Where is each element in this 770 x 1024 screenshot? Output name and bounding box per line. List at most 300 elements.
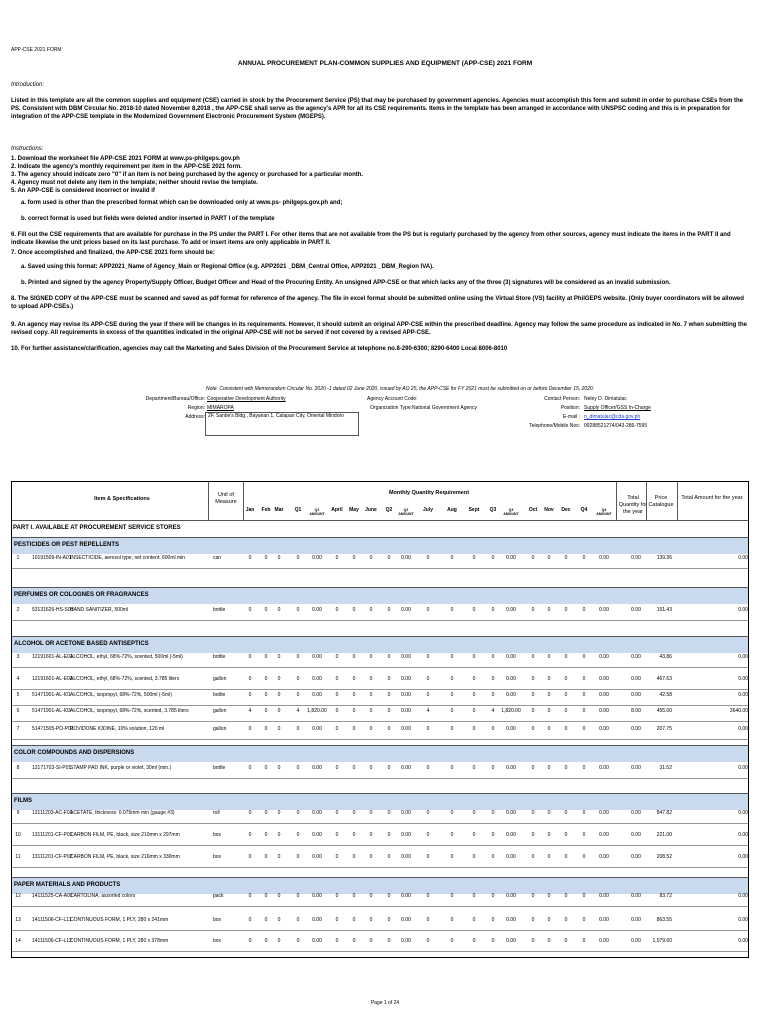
quantity-cell[interactable]: 0: [248, 854, 252, 860]
quantity-cell[interactable]: 0: [582, 765, 586, 771]
quantity-cell[interactable]: 0.00: [401, 607, 411, 613]
quantity-cell[interactable]: 0: [352, 708, 356, 714]
quantity-cell[interactable]: 0: [472, 917, 476, 923]
quantity-cell[interactable]: 0.00: [312, 917, 322, 923]
quantity-cell[interactable]: 0: [564, 765, 568, 771]
quantity-cell[interactable]: 0: [426, 810, 430, 816]
quantity-cell[interactable]: 0: [472, 726, 476, 732]
quantity-cell[interactable]: 0: [472, 607, 476, 613]
quantity-cell[interactable]: 0: [264, 854, 268, 860]
quantity-cell[interactable]: 1,820.00: [307, 708, 327, 714]
quantity-cell[interactable]: 0: [531, 555, 535, 561]
quantity-cell[interactable]: 0: [472, 854, 476, 860]
quantity-cell[interactable]: 0: [531, 676, 535, 682]
quantity-cell[interactable]: 0: [491, 726, 495, 732]
quantity-cell[interactable]: 0: [450, 708, 454, 714]
quantity-cell[interactable]: 0: [369, 854, 373, 860]
quantity-cell[interactable]: 0: [564, 938, 568, 944]
quantity-cell[interactable]: 0: [426, 726, 430, 732]
quantity-cell[interactable]: 0: [335, 607, 339, 613]
quantity-cell[interactable]: 0.00: [599, 832, 609, 838]
quantity-cell[interactable]: 0: [352, 692, 356, 698]
quantity-cell[interactable]: 0: [264, 810, 268, 816]
quantity-cell[interactable]: 0: [248, 555, 252, 561]
quantity-cell[interactable]: 0: [248, 607, 252, 613]
quantity-cell[interactable]: 0: [335, 654, 339, 660]
quantity-cell[interactable]: 0: [450, 917, 454, 923]
quantity-cell[interactable]: 0: [248, 832, 252, 838]
quantity-cell[interactable]: 0: [387, 654, 391, 660]
quantity-cell[interactable]: 0: [352, 654, 356, 660]
quantity-cell[interactable]: 0: [248, 765, 252, 771]
quantity-cell[interactable]: 0: [472, 765, 476, 771]
quantity-cell[interactable]: 0: [582, 938, 586, 944]
quantity-cell[interactable]: 0: [582, 726, 586, 732]
quantity-cell[interactable]: 0: [564, 917, 568, 923]
quantity-cell[interactable]: 0.00: [401, 810, 411, 816]
unit-of-measure: pack: [213, 893, 224, 899]
quantity-cell[interactable]: 0: [547, 676, 551, 682]
quantity-cell[interactable]: 0: [472, 708, 476, 714]
quantity-cell[interactable]: 0: [450, 676, 454, 682]
quantity-cell[interactable]: 0: [491, 832, 495, 838]
quantity-cell[interactable]: 0: [491, 893, 495, 899]
quantity-cell[interactable]: 0: [472, 832, 476, 838]
quantity-cell[interactable]: 0: [582, 555, 586, 561]
quantity-cell[interactable]: 0: [264, 708, 268, 714]
quantity-cell[interactable]: 0: [387, 765, 391, 771]
quantity-cell[interactable]: 0: [472, 893, 476, 899]
quantity-cell[interactable]: 0: [335, 726, 339, 732]
quantity-cell[interactable]: 0: [335, 676, 339, 682]
quantity-cell[interactable]: 0.00: [401, 654, 411, 660]
quantity-cell[interactable]: 0: [277, 726, 281, 732]
quantity-cell[interactable]: 0: [426, 893, 430, 899]
quantity-cell[interactable]: 0.00: [599, 676, 609, 682]
quantity-cell[interactable]: 0: [369, 917, 373, 923]
quantity-cell[interactable]: 0: [450, 854, 454, 860]
quantity-cell[interactable]: 0: [547, 607, 551, 613]
quantity-cell[interactable]: 0: [426, 938, 430, 944]
quantity-cell[interactable]: 0: [387, 917, 391, 923]
quantity-cell[interactable]: 0.00: [312, 765, 322, 771]
table-row: [12, 931, 748, 951]
item-description: ALCOHOL, isopropyl, 68%-72%, 500ml (-5ml): [70, 692, 172, 698]
month-header: April: [331, 507, 343, 513]
quantity-cell[interactable]: 0: [369, 607, 373, 613]
quantity-cell[interactable]: 0.00: [599, 854, 609, 860]
quantity-cell[interactable]: 0: [369, 708, 373, 714]
quantity-cell[interactable]: 0: [547, 893, 551, 899]
quantity-cell[interactable]: 0: [582, 810, 586, 816]
quantity-cell[interactable]: 0: [264, 555, 268, 561]
quantity-cell[interactable]: 0: [450, 726, 454, 732]
quantity-cell[interactable]: 0.00: [599, 654, 609, 660]
quantity-cell[interactable]: 0: [564, 708, 568, 714]
quantity-cell[interactable]: 0: [564, 676, 568, 682]
quantity-cell[interactable]: 0: [426, 832, 430, 838]
quantity-cell[interactable]: 4: [296, 708, 300, 714]
quantity-cell[interactable]: 0: [369, 938, 373, 944]
quantity-cell[interactable]: 0: [491, 938, 495, 944]
quantity-cell[interactable]: 0.00: [401, 832, 411, 838]
quantity-cell[interactable]: 0: [277, 917, 281, 923]
quantity-cell[interactable]: 0: [277, 692, 281, 698]
quantity-cell[interactable]: 0.00: [401, 893, 411, 899]
quantity-cell[interactable]: 0: [264, 832, 268, 838]
price-catalogue: 43.86: [659, 654, 672, 660]
quantity-cell[interactable]: 0: [426, 854, 430, 860]
email-link[interactable]: n_dimatulac@cda.gov.ph: [584, 414, 641, 420]
quantity-cell[interactable]: 0.00: [312, 654, 322, 660]
quantity-cell[interactable]: 0: [472, 555, 476, 561]
quantity-cell[interactable]: 0: [277, 832, 281, 838]
quantity-cell[interactable]: 0.00: [506, 676, 516, 682]
quantity-cell[interactable]: 0.00: [599, 917, 609, 923]
quantity-cell[interactable]: 0: [296, 893, 300, 899]
quantity-cell[interactable]: 0: [248, 810, 252, 816]
quantity-cell[interactable]: 0: [450, 555, 454, 561]
quantity-cell[interactable]: 0.00: [506, 555, 516, 561]
quantity-cell[interactable]: 0: [352, 938, 356, 944]
quantity-cell[interactable]: 0: [531, 810, 535, 816]
quantity-cell[interactable]: 0: [472, 654, 476, 660]
quantity-cell[interactable]: 0: [582, 893, 586, 899]
submission-note: Note: Consistent with Memorandum Circular No. 2020 -1 dated 02 June 2020, issued by AO 25, the APP-CSE for FY 2021 must be submitted on or before December 15, 2020.: [206, 386, 595, 392]
quantity-cell[interactable]: 0: [547, 555, 551, 561]
quantity-cell[interactable]: 0: [582, 654, 586, 660]
quantity-cell[interactable]: 0: [564, 810, 568, 816]
quantity-cell[interactable]: 0: [387, 726, 391, 732]
quantity-cell[interactable]: 0: [531, 832, 535, 838]
quantity-cell[interactable]: 0: [547, 692, 551, 698]
quantity-cell[interactable]: 0: [582, 607, 586, 613]
quantity-cell[interactable]: 0: [335, 917, 339, 923]
quantity-cell[interactable]: 0.00: [312, 555, 322, 561]
quantity-cell[interactable]: 0: [264, 938, 268, 944]
quantity-cell[interactable]: 0: [547, 708, 551, 714]
row-number: 13: [15, 917, 21, 923]
quantity-cell[interactable]: 0.00: [312, 676, 322, 682]
quantity-cell[interactable]: 0: [248, 726, 252, 732]
quantity-cell[interactable]: 0: [335, 893, 339, 899]
quantity-cell[interactable]: 0: [296, 810, 300, 816]
quantity-cell[interactable]: 0: [582, 676, 586, 682]
quantity-cell[interactable]: 0.00: [312, 832, 322, 838]
quantity-cell[interactable]: 0.00: [506, 654, 516, 660]
quantity-cell[interactable]: 0: [248, 676, 252, 682]
quantity-cell[interactable]: 0.00: [506, 692, 516, 698]
quantity-cell[interactable]: 0: [491, 917, 495, 923]
quantity-cell[interactable]: 0: [369, 893, 373, 899]
quantity-cell[interactable]: 0.00: [599, 692, 609, 698]
quantity-cell[interactable]: 0: [547, 832, 551, 838]
quantity-cell[interactable]: 0.00: [506, 854, 516, 860]
quantity-cell[interactable]: 4: [426, 708, 430, 714]
instruction-9: 9. An agency may revise its APP-CSE during the year if there will be changes in its requirements. However, it should submit an original APP-CSE within the prescribed deadline. Agency may follow the same procedure as indicated in No. 7 when submitting the revised copy. All requirements in excess of the quantities indicated in the original APP-CSE will not be served if not covered by a revised APP-CSE.: [11, 322, 747, 336]
quantity-cell[interactable]: 0: [582, 832, 586, 838]
quantity-cell[interactable]: 0: [547, 854, 551, 860]
quantity-cell[interactable]: 0: [564, 555, 568, 561]
quantity-cell[interactable]: 0.00: [506, 607, 516, 613]
quantity-cell[interactable]: 0: [531, 854, 535, 860]
quantity-cell[interactable]: 0: [369, 555, 373, 561]
quantity-cell[interactable]: 0: [248, 893, 252, 899]
quantity-cell[interactable]: 0: [547, 726, 551, 732]
quantity-cell[interactable]: 0: [277, 938, 281, 944]
quantity-cell[interactable]: 0: [296, 832, 300, 838]
quantity-cell[interactable]: 0.00: [401, 708, 411, 714]
unit-of-measure: bottle: [213, 692, 226, 698]
quantity-cell[interactable]: 0: [387, 893, 391, 899]
quantity-cell[interactable]: 0: [426, 692, 430, 698]
price-catalogue: 455.00: [656, 708, 672, 714]
quantity-cell[interactable]: 0: [491, 676, 495, 682]
quantity-cell[interactable]: 0.00: [599, 708, 609, 714]
row-number: 12: [15, 893, 21, 899]
quantity-cell[interactable]: 0: [547, 765, 551, 771]
quantity-cell[interactable]: 0: [296, 654, 300, 660]
quantity-cell[interactable]: 0: [387, 692, 391, 698]
quantity-cell[interactable]: 0.00: [506, 917, 516, 923]
table-row: [12, 758, 748, 778]
quantity-cell[interactable]: 0: [264, 607, 268, 613]
price-catalogue: 151.43: [656, 607, 672, 613]
quantity-cell[interactable]: 0: [582, 917, 586, 923]
quantity-cell[interactable]: 0: [450, 654, 454, 660]
quantity-cell[interactable]: 0: [277, 676, 281, 682]
quantity-cell[interactable]: 0.00: [401, 676, 411, 682]
quantity-cell[interactable]: 0: [296, 692, 300, 698]
quantity-cell[interactable]: 0.00: [506, 832, 516, 838]
quantity-cell[interactable]: 0: [472, 810, 476, 816]
quantity-cell[interactable]: 0: [547, 938, 551, 944]
quantity-cell[interactable]: 0: [352, 607, 356, 613]
quantity-cell[interactable]: 0: [491, 607, 495, 613]
quantity-cell[interactable]: 0: [531, 765, 535, 771]
quantity-cell[interactable]: 0: [264, 692, 268, 698]
quantity-cell[interactable]: 0.00: [599, 607, 609, 613]
quantity-cell[interactable]: 4: [248, 708, 252, 714]
quantity-cell[interactable]: 0.00: [506, 938, 516, 944]
quantity-cell[interactable]: 0.00: [506, 810, 516, 816]
total-quantity: 0.00: [631, 832, 641, 838]
quantity-cell[interactable]: 0: [296, 917, 300, 923]
quantity-cell[interactable]: 0: [335, 854, 339, 860]
quantity-cell[interactable]: 0.00: [312, 726, 322, 732]
quantity-cell[interactable]: 0.00: [312, 607, 322, 613]
quantity-cell[interactable]: 0: [564, 854, 568, 860]
quantity-cell[interactable]: 0: [472, 938, 476, 944]
quantity-cell[interactable]: 0: [582, 708, 586, 714]
quantity-cell[interactable]: 0: [387, 832, 391, 838]
quantity-cell[interactable]: 0.00: [401, 854, 411, 860]
quantity-cell[interactable]: 0.00: [506, 893, 516, 899]
quantity-cell[interactable]: 0.00: [506, 765, 516, 771]
quantity-cell[interactable]: 0.00: [401, 938, 411, 944]
quantity-cell[interactable]: 0: [264, 893, 268, 899]
quantity-cell[interactable]: 0: [450, 893, 454, 899]
quantity-cell[interactable]: 0.00: [312, 810, 322, 816]
quantity-cell[interactable]: 0: [248, 938, 252, 944]
quantity-cell[interactable]: 0: [277, 893, 281, 899]
quantity-cell[interactable]: 0: [352, 810, 356, 816]
quantity-cell[interactable]: 0: [387, 810, 391, 816]
quantity-cell[interactable]: 0: [491, 654, 495, 660]
quantity-cell[interactable]: 0: [450, 765, 454, 771]
quantity-cell[interactable]: 0: [531, 607, 535, 613]
quantity-cell[interactable]: 0: [352, 726, 356, 732]
quantity-cell[interactable]: 0.00: [312, 938, 322, 944]
item-description: CARBON FILM, PE, black, size 216mm x 330mm: [70, 854, 180, 860]
quantity-cell[interactable]: 0: [352, 854, 356, 860]
quantity-cell[interactable]: 0: [296, 765, 300, 771]
quantity-cell[interactable]: 0.00: [312, 854, 322, 860]
quantity-cell[interactable]: 0: [277, 555, 281, 561]
quantity-cell[interactable]: 0: [531, 938, 535, 944]
quantity-cell[interactable]: 0: [491, 692, 495, 698]
quantity-cell[interactable]: 0: [564, 654, 568, 660]
quantity-cell[interactable]: 0: [426, 607, 430, 613]
quantity-cell[interactable]: 0: [352, 893, 356, 899]
quantity-cell[interactable]: 0: [472, 676, 476, 682]
quantity-cell[interactable]: 0.00: [599, 555, 609, 561]
quantity-cell[interactable]: 0: [277, 765, 281, 771]
quantity-cell[interactable]: 0: [531, 654, 535, 660]
quantity-cell[interactable]: 0: [277, 607, 281, 613]
quantity-cell[interactable]: 0: [531, 917, 535, 923]
quantity-cell[interactable]: 0: [547, 917, 551, 923]
quantity-cell[interactable]: 0: [369, 692, 373, 698]
quantity-cell[interactable]: 0: [531, 708, 535, 714]
month-header: Q2: [385, 507, 393, 513]
quantity-cell[interactable]: 0: [369, 654, 373, 660]
quantity-cell[interactable]: 0: [277, 654, 281, 660]
quantity-cell[interactable]: 0.00: [312, 692, 322, 698]
quantity-cell[interactable]: 0: [335, 832, 339, 838]
quantity-cell[interactable]: 0: [352, 832, 356, 838]
quantity-cell[interactable]: 0: [582, 692, 586, 698]
quantity-cell[interactable]: 0: [335, 765, 339, 771]
quantity-cell[interactable]: 1,820.00: [501, 708, 521, 714]
quantity-cell[interactable]: 0: [564, 607, 568, 613]
quantity-cell[interactable]: 0: [491, 810, 495, 816]
quantity-cell[interactable]: 0.00: [312, 893, 322, 899]
quantity-cell[interactable]: 0: [531, 692, 535, 698]
quantity-cell[interactable]: 0.00: [401, 555, 411, 561]
quantity-cell[interactable]: 4: [491, 708, 495, 714]
quantity-cell[interactable]: 0.00: [401, 692, 411, 698]
quantity-cell[interactable]: 0: [564, 832, 568, 838]
quantity-cell[interactable]: 0: [387, 607, 391, 613]
quantity-cell[interactable]: 0: [491, 854, 495, 860]
quantity-cell[interactable]: 0: [369, 726, 373, 732]
quantity-cell[interactable]: 0: [387, 854, 391, 860]
quantity-cell[interactable]: 0: [335, 810, 339, 816]
quantity-cell[interactable]: 0.00: [599, 893, 609, 899]
quantity-cell[interactable]: 0: [248, 692, 252, 698]
quantity-cell[interactable]: 0.00: [599, 938, 609, 944]
instruction-5a: a. form used is other than the prescribed format which can be downloaded only at www.ps- philgeps.gov.ph and;: [21, 200, 343, 206]
quantity-cell[interactable]: 0: [277, 708, 281, 714]
quantity-cell[interactable]: 0.00: [599, 765, 609, 771]
quantity-cell[interactable]: 0: [369, 765, 373, 771]
item-code: 14111506-CF-L12: [32, 938, 72, 944]
quantity-cell[interactable]: 0: [426, 765, 430, 771]
quantity-cell[interactable]: 0: [264, 726, 268, 732]
quantity-cell[interactable]: 0: [277, 854, 281, 860]
quantity-cell[interactable]: 0.00: [506, 726, 516, 732]
quantity-cell[interactable]: 0: [450, 692, 454, 698]
quantity-cell[interactable]: 0: [582, 854, 586, 860]
quantity-cell[interactable]: 0: [564, 726, 568, 732]
quantity-cell[interactable]: 0: [335, 692, 339, 698]
quantity-cell[interactable]: 0.00: [401, 917, 411, 923]
quantity-cell[interactable]: 0.00: [599, 810, 609, 816]
quantity-cell[interactable]: 0: [426, 917, 430, 923]
quantity-cell[interactable]: 0: [450, 810, 454, 816]
quantity-cell[interactable]: 0: [264, 917, 268, 923]
quantity-cell[interactable]: 0: [547, 654, 551, 660]
quantity-cell[interactable]: 0: [264, 765, 268, 771]
item-code: 13111201-CF-P02: [32, 854, 73, 860]
quantity-cell[interactable]: 0: [296, 607, 300, 613]
quantity-cell[interactable]: 0: [248, 654, 252, 660]
quantity-cell[interactable]: 0: [531, 893, 535, 899]
quantity-cell[interactable]: 0: [531, 726, 535, 732]
quantity-cell[interactable]: 0: [426, 654, 430, 660]
quantity-cell[interactable]: 0: [387, 708, 391, 714]
quantity-cell[interactable]: 0: [564, 692, 568, 698]
quantity-cell[interactable]: 0: [450, 607, 454, 613]
quantity-cell[interactable]: 0: [472, 692, 476, 698]
quantity-cell[interactable]: 0: [335, 555, 339, 561]
quantity-cell[interactable]: 0.00: [401, 765, 411, 771]
quantity-cell[interactable]: 0: [387, 676, 391, 682]
quantity-cell[interactable]: 0: [296, 854, 300, 860]
quantity-cell[interactable]: 0: [426, 676, 430, 682]
quantity-cell[interactable]: 0: [296, 555, 300, 561]
quantity-cell[interactable]: 0: [352, 555, 356, 561]
quantity-cell[interactable]: 0: [564, 893, 568, 899]
quantity-cell[interactable]: 0: [450, 938, 454, 944]
quantity-cell[interactable]: 0: [296, 676, 300, 682]
quantity-cell[interactable]: 0: [352, 765, 356, 771]
quantity-cell[interactable]: 0: [547, 810, 551, 816]
quantity-cell[interactable]: 0: [369, 676, 373, 682]
quantity-cell[interactable]: 0: [335, 938, 339, 944]
quantity-cell[interactable]: 0: [491, 555, 495, 561]
quantity-cell[interactable]: 0: [296, 938, 300, 944]
quantity-cell[interactable]: 0: [296, 726, 300, 732]
quantity-cell[interactable]: 0: [426, 555, 430, 561]
quantity-cell[interactable]: 0: [491, 765, 495, 771]
quantity-cell[interactable]: 0: [369, 810, 373, 816]
quantity-cell[interactable]: 0: [387, 938, 391, 944]
quantity-cell[interactable]: 0: [387, 555, 391, 561]
quantity-cell[interactable]: 0: [277, 810, 281, 816]
quantity-cell[interactable]: 0: [352, 676, 356, 682]
quantity-cell[interactable]: 0: [335, 708, 339, 714]
quantity-cell[interactable]: 0: [264, 676, 268, 682]
quantity-cell[interactable]: 0: [248, 917, 252, 923]
quantity-cell[interactable]: 0.00: [401, 726, 411, 732]
quantity-cell[interactable]: 0.00: [599, 726, 609, 732]
quantity-cell[interactable]: 0: [369, 832, 373, 838]
quantity-cell[interactable]: 0: [352, 917, 356, 923]
quantity-cell[interactable]: 0: [450, 832, 454, 838]
quantity-cell[interactable]: 0: [264, 654, 268, 660]
